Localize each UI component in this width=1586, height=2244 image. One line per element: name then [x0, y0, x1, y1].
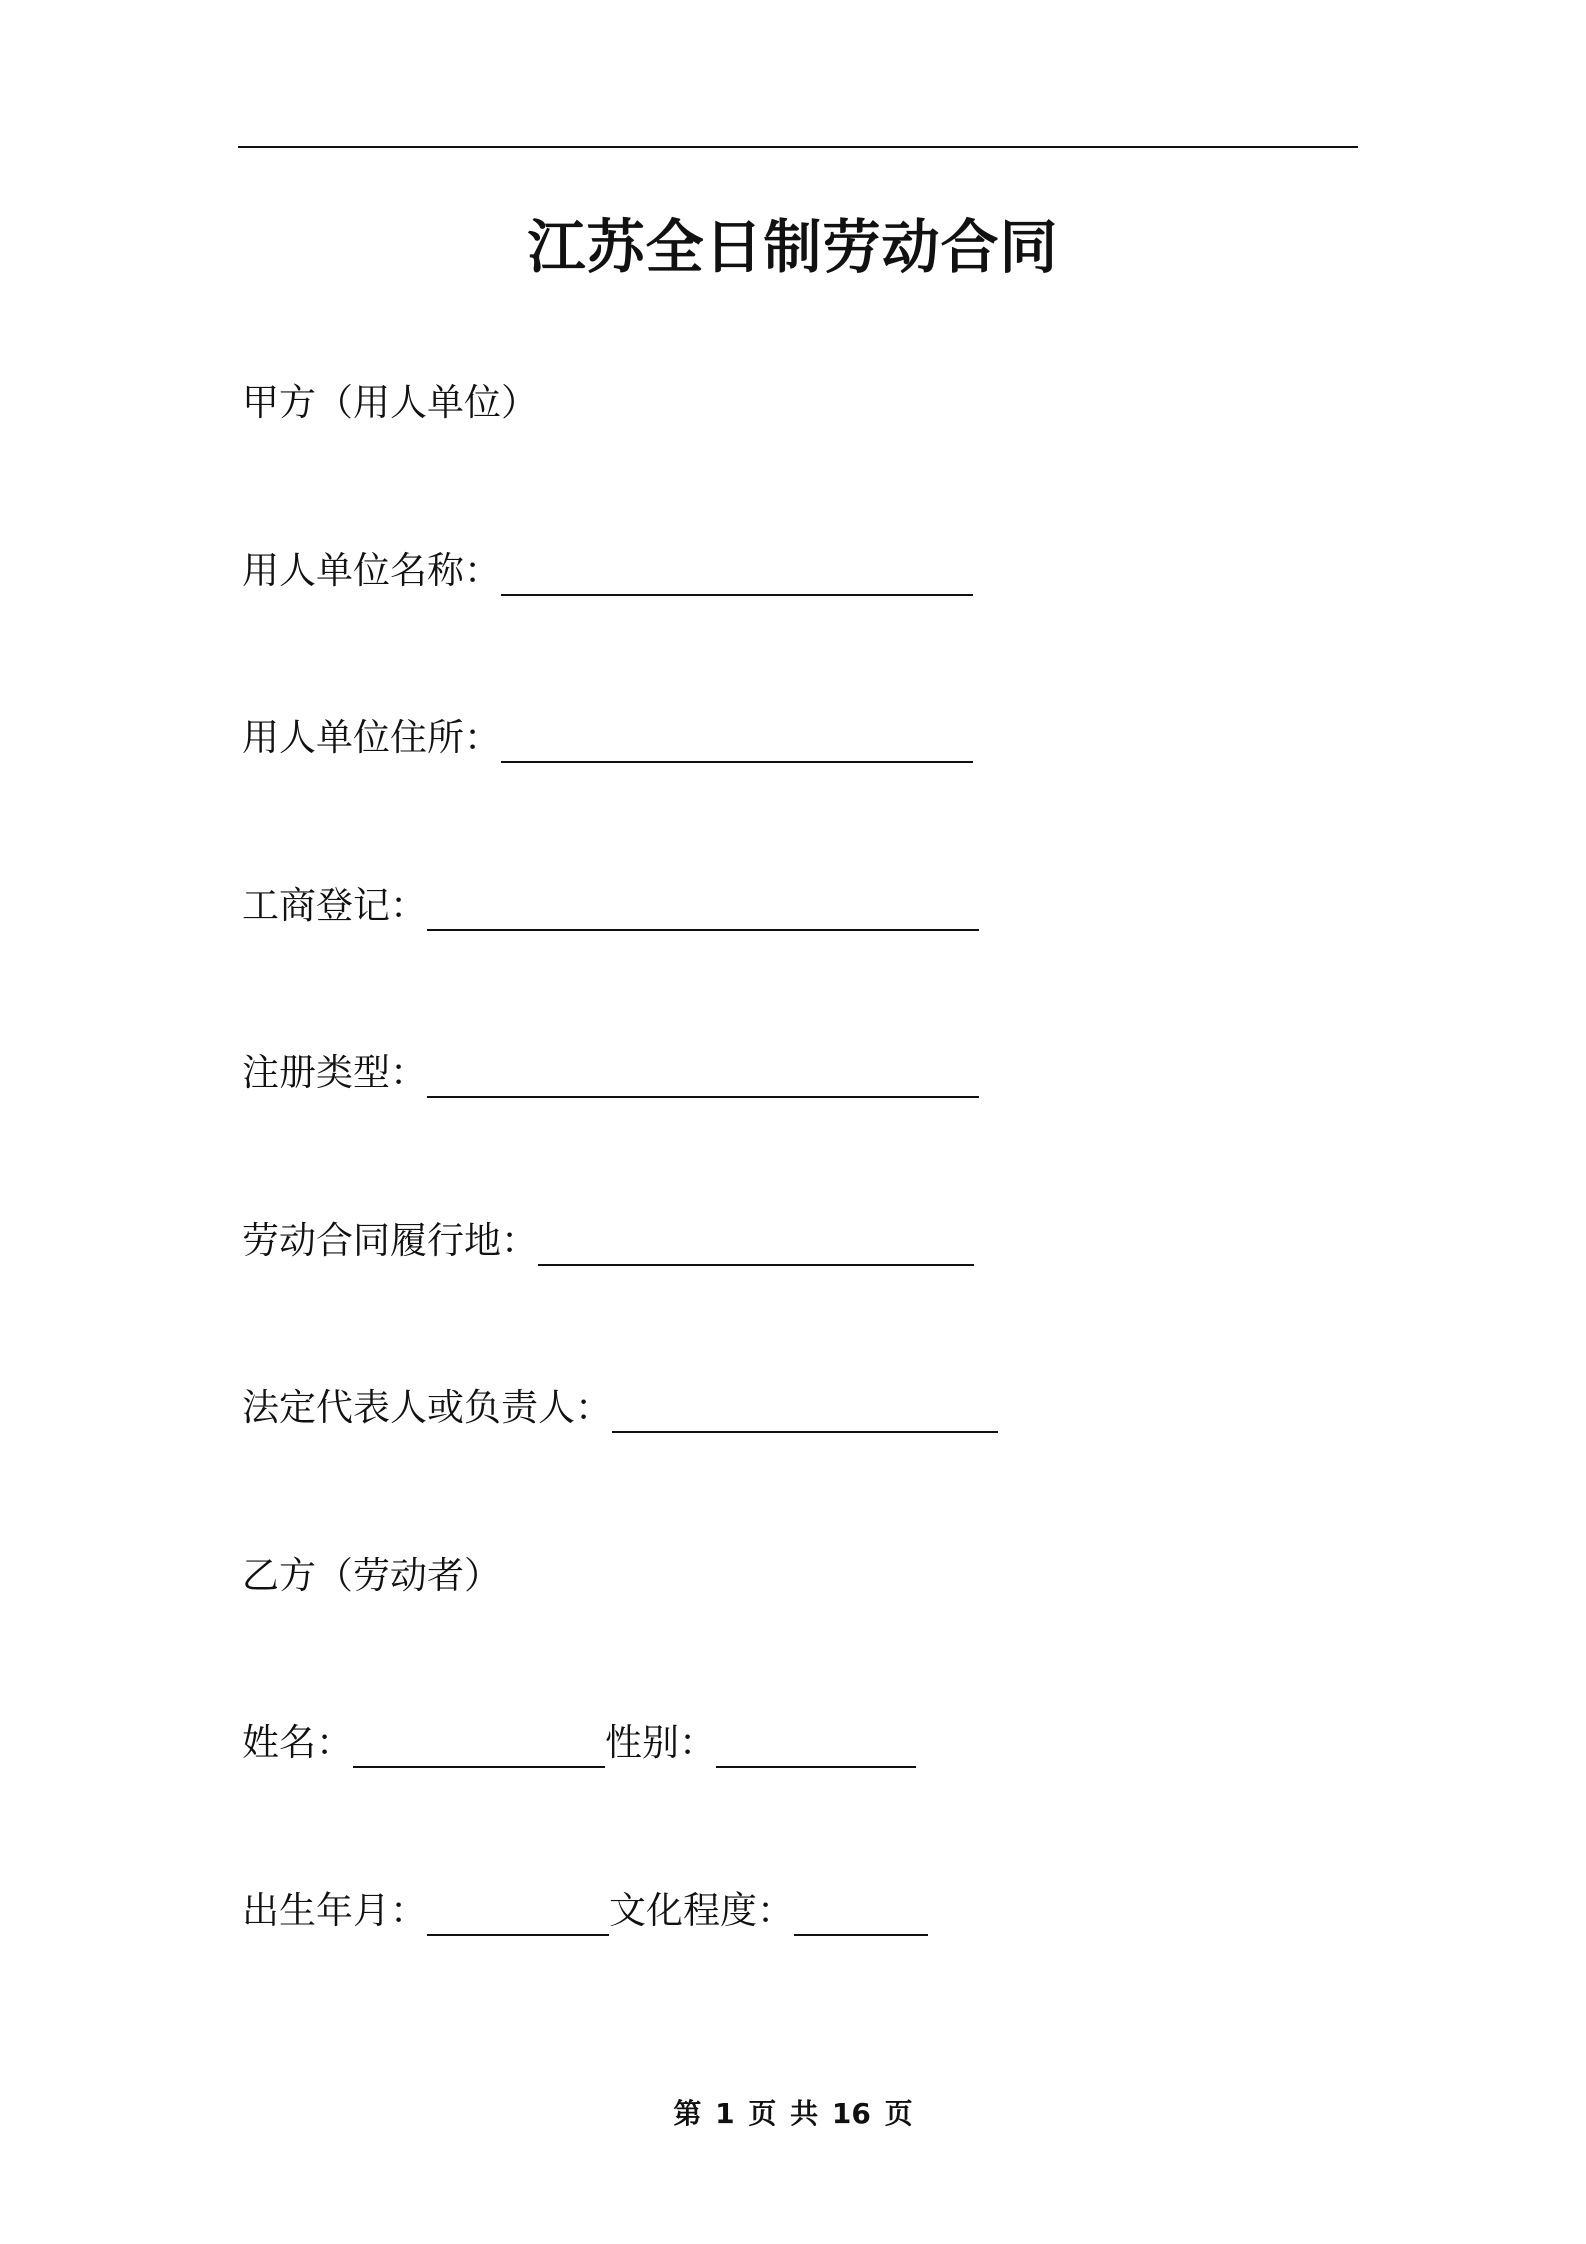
field-work-location	[242, 1216, 974, 1266]
field-label: 工商登记：	[242, 884, 427, 927]
birth-blank[interactable]	[427, 1892, 609, 1936]
document-title: 江苏全日制劳动合同	[527, 213, 1059, 281]
party-b-heading: 乙方（劳动者）	[242, 1554, 501, 1597]
field-company-address	[242, 713, 973, 763]
education-blank[interactable]	[794, 1892, 928, 1936]
company-name-blank[interactable]	[501, 552, 973, 596]
field-label: 用人单位住所：	[242, 716, 501, 759]
gender-blank[interactable]	[716, 1724, 916, 1768]
company-address-blank[interactable]	[501, 719, 973, 763]
field-label: 用人单位名称：	[242, 549, 501, 592]
name-blank[interactable]	[353, 1724, 605, 1768]
field-label: 劳动合同履行地：	[242, 1219, 538, 1262]
field-name-gender	[242, 1718, 916, 1768]
business-registration-blank[interactable]	[427, 887, 979, 931]
work-location-blank[interactable]	[538, 1222, 974, 1266]
field-business-registration	[242, 881, 979, 931]
gender-label: 性别：	[605, 1721, 716, 1764]
field-birth-education	[242, 1886, 928, 1936]
header-rule	[238, 146, 1358, 148]
legal-representative-blank[interactable]	[612, 1389, 998, 1433]
field-label: 法定代表人或负责人：	[242, 1386, 612, 1429]
registration-type-blank[interactable]	[427, 1054, 979, 1098]
page-number: 第 1 页 共 16 页	[673, 2097, 913, 2130]
field-company-name	[242, 546, 973, 596]
party-a-heading: 甲方（用人单位）	[242, 381, 538, 424]
birth-label: 出生年月：	[242, 1889, 427, 1932]
education-label: 文化程度：	[609, 1889, 794, 1932]
field-label: 注册类型：	[242, 1051, 427, 1094]
field-legal-representative	[242, 1383, 998, 1433]
name-label: 姓名：	[242, 1721, 353, 1764]
field-registration-type	[242, 1048, 979, 1098]
